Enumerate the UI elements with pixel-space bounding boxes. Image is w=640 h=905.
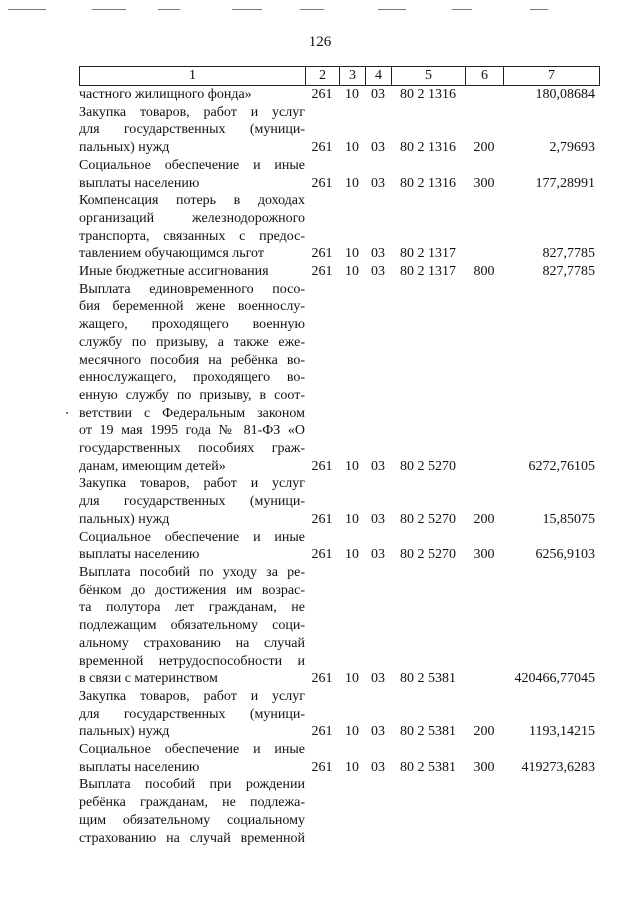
description-line: бия беременной жене военнослу-	[79, 299, 305, 315]
cell-expense-type: 800	[473, 264, 495, 280]
column-header-4: 4	[366, 67, 392, 86]
description-line: подлежащим обязательному соци-	[79, 618, 305, 634]
row-codes	[305, 263, 599, 281]
row-description	[79, 192, 305, 263]
budget-table-body	[79, 86, 599, 847]
description-line: для государственных (муници-	[79, 494, 305, 510]
row-codes	[305, 546, 599, 564]
cell-subsection-code: 03	[371, 671, 385, 687]
row-description	[79, 776, 305, 847]
cell-amount: 177,28991	[535, 175, 595, 191]
column-header-table	[79, 66, 600, 86]
cell-subsection-code: 03	[371, 511, 385, 527]
column-header-row	[80, 67, 600, 86]
description-line: государственных пособиях граж-	[79, 441, 305, 457]
cell-subsection-code: 03	[371, 246, 385, 262]
cell-subsection-code: 03	[371, 759, 385, 775]
scan-artifact-line	[300, 9, 324, 10]
table-row	[79, 776, 599, 847]
description-line: пальных) нужд	[79, 724, 170, 740]
column-header-2: 2	[306, 67, 340, 86]
cell-target-code: 80 2 5270	[400, 511, 456, 527]
description-line: выплаты населению	[79, 547, 200, 563]
cell-amount: 827,7785	[542, 264, 595, 280]
description-line: Закупка товаров, работ и услуг	[79, 104, 305, 120]
table-row	[79, 104, 599, 157]
row-description	[79, 86, 305, 104]
page-number: 126	[308, 34, 332, 50]
description-line: Выплата пособий по уходу за ре-	[79, 564, 305, 580]
cell-target-code: 80 2 1317	[400, 264, 456, 280]
cell-target-code: 80 2 5270	[400, 547, 456, 563]
description-line: выплаты населению	[79, 759, 200, 775]
cell-expense-type: 200	[473, 140, 495, 156]
cell-target-code: 80 2 5381	[400, 671, 456, 687]
cell-expense-type: 300	[473, 759, 495, 775]
scan-artifact-line	[8, 9, 46, 10]
cell-subsection-code: 03	[371, 264, 385, 280]
cell-subsection-code: 03	[371, 140, 385, 156]
description-line: Социальное обеспечение и иные	[79, 157, 305, 173]
scan-artifact-dot	[66, 412, 68, 414]
row-description	[79, 157, 305, 192]
description-line: Выплата пособий при рождении	[79, 777, 305, 793]
cell-amount: 15,85075	[542, 511, 595, 527]
row-codes	[305, 245, 599, 263]
cell-admin-code: 261	[311, 264, 333, 280]
row-codes	[305, 759, 599, 777]
cell-admin-code: 261	[311, 87, 333, 102]
table-row	[79, 192, 599, 263]
description-line: для государственных (муници-	[79, 122, 305, 138]
table-row	[79, 475, 599, 528]
description-line: енную службу по призыву, в соот-	[79, 387, 305, 403]
cell-expense-type: 300	[473, 547, 495, 563]
table-row	[79, 564, 599, 688]
description-line: временной нетрудоспособности и	[79, 653, 305, 669]
scan-artifact-line	[158, 9, 180, 10]
description-line: тавлением обучающимся льгот	[79, 246, 264, 262]
description-line: организаций железнодорожного	[79, 210, 305, 226]
cell-target-code: 80 2 5381	[400, 759, 456, 775]
row-description	[79, 688, 305, 741]
table-row	[79, 281, 599, 476]
cell-section-code: 10	[345, 458, 359, 474]
cell-subsection-code: 03	[371, 458, 385, 474]
cell-admin-code: 261	[311, 547, 333, 563]
description-line: Социальное обеспечение и иные	[79, 742, 305, 758]
row-description	[79, 529, 305, 564]
table-row	[79, 263, 599, 281]
cell-section-code: 10	[345, 140, 359, 156]
cell-admin-code: 261	[311, 759, 333, 775]
description-line: частного жилищного фонда»	[79, 87, 252, 102]
row-codes	[305, 86, 599, 104]
cell-section-code: 10	[345, 175, 359, 191]
description-line: альному страхованию на случай	[79, 635, 305, 651]
cell-amount: 419273,6283	[521, 759, 595, 775]
cell-section-code: 10	[345, 547, 359, 563]
cell-subsection-code: 03	[371, 724, 385, 740]
column-header-3: 3	[340, 67, 366, 86]
table-row	[79, 86, 599, 104]
cell-subsection-code: 03	[371, 175, 385, 191]
row-codes	[305, 670, 599, 688]
cell-section-code: 10	[345, 759, 359, 775]
cell-amount: 827,7785	[542, 246, 595, 262]
cell-amount: 1193,14215	[529, 724, 595, 740]
cell-amount: 420466,77045	[514, 671, 595, 687]
cell-subsection-code: 03	[371, 87, 385, 102]
cell-section-code: 10	[345, 87, 359, 102]
description-line: месячного пособия на ребёнка во-	[79, 352, 305, 368]
cell-section-code: 10	[345, 246, 359, 262]
cell-amount: 6272,76105	[528, 458, 595, 474]
cell-target-code: 80 2 1316	[400, 140, 456, 156]
row-codes	[305, 511, 599, 529]
scan-artifact-line	[92, 9, 126, 10]
row-description	[79, 281, 305, 476]
cell-amount: 180,08684	[535, 87, 595, 102]
row-description	[79, 741, 305, 776]
cell-target-code: 80 2 5270	[400, 458, 456, 474]
scan-artifact-line	[530, 9, 548, 10]
row-description	[79, 263, 305, 281]
description-line: еннослужащего, проходящего во-	[79, 370, 305, 386]
description-line: Выплата единовременного посо-	[79, 281, 305, 297]
cell-subsection-code: 03	[371, 547, 385, 563]
row-codes	[305, 139, 599, 157]
row-description	[79, 104, 305, 157]
description-line: Закупка товаров, работ и услуг	[79, 688, 305, 704]
cell-target-code: 80 2 5381	[400, 724, 456, 740]
description-line: службу по призыву, а также еже-	[79, 334, 305, 350]
description-line: выплаты населению	[79, 175, 200, 191]
cell-section-code: 10	[345, 724, 359, 740]
row-codes	[305, 458, 599, 476]
description-line: данам, имеющим детей»	[79, 458, 226, 474]
description-line: для государственных (муници-	[79, 706, 305, 722]
cell-admin-code: 261	[311, 246, 333, 262]
table-row	[79, 157, 599, 192]
description-line: в связи с материнством	[79, 671, 218, 687]
cell-admin-code: 261	[311, 140, 333, 156]
description-line: транспорта, связанных с предос-	[79, 228, 305, 244]
cell-target-code: 80 2 1316	[400, 175, 456, 191]
cell-expense-type	[465, 458, 503, 476]
row-codes	[305, 175, 599, 193]
description-line: пальных) нужд	[79, 511, 170, 527]
description-line: Социальное обеспечение и иные	[79, 529, 305, 545]
scan-artifact-line	[232, 9, 262, 10]
cell-admin-code: 261	[311, 458, 333, 474]
description-line: ветствии с Федеральным законом	[79, 405, 305, 421]
description-line: Закупка товаров, работ и услуг	[79, 476, 305, 492]
cell-section-code: 10	[345, 511, 359, 527]
description-line: Иные бюджетные ассигнования	[79, 264, 269, 280]
scan-artifact-line	[452, 9, 472, 10]
description-line: страхованию на случай временной	[79, 830, 305, 846]
description-line: от 19 мая 1995 года № 81-ФЗ «О	[79, 423, 305, 439]
description-line: пальных) нужд	[79, 140, 170, 156]
column-header-7: 7	[504, 67, 600, 86]
cell-admin-code: 261	[311, 175, 333, 191]
cell-expense-type: 200	[473, 724, 495, 740]
description-line: ребёнка гражданам, не подлежа-	[79, 795, 305, 811]
cell-expense-type: 200	[473, 511, 495, 527]
cell-section-code: 10	[345, 671, 359, 687]
table-row	[79, 741, 599, 776]
cell-expense-type	[465, 245, 503, 263]
row-codes	[305, 723, 599, 741]
cell-expense-type: 300	[473, 175, 495, 191]
cell-expense-type	[465, 670, 503, 688]
cell-target-code: 80 2 1317	[400, 246, 456, 262]
cell-amount: 2,79693	[549, 140, 595, 156]
description-line: щим обязательному социальному	[79, 812, 305, 828]
column-header-5: 5	[392, 67, 466, 86]
cell-admin-code: 261	[311, 724, 333, 740]
scan-artifact-line	[378, 9, 406, 10]
cell-amount: 6256,9103	[535, 547, 595, 563]
description-line: бёнком до достижения им возрас-	[79, 582, 305, 598]
cell-admin-code: 261	[311, 671, 333, 687]
column-header-1: 1	[80, 67, 306, 86]
cell-target-code: 80 2 1316	[400, 87, 456, 102]
row-description	[79, 564, 305, 688]
row-description	[79, 475, 305, 528]
table-row	[79, 529, 599, 564]
column-header-6: 6	[466, 67, 504, 86]
cell-section-code: 10	[345, 264, 359, 280]
description-line: та полутора лет гражданам, не	[79, 600, 305, 616]
description-line: Компенсация потерь в доходах	[79, 193, 305, 209]
description-line: жащего, проходящего военную	[79, 317, 305, 333]
cell-admin-code: 261	[311, 511, 333, 527]
cell-expense-type	[465, 86, 503, 104]
table-row	[79, 688, 599, 741]
